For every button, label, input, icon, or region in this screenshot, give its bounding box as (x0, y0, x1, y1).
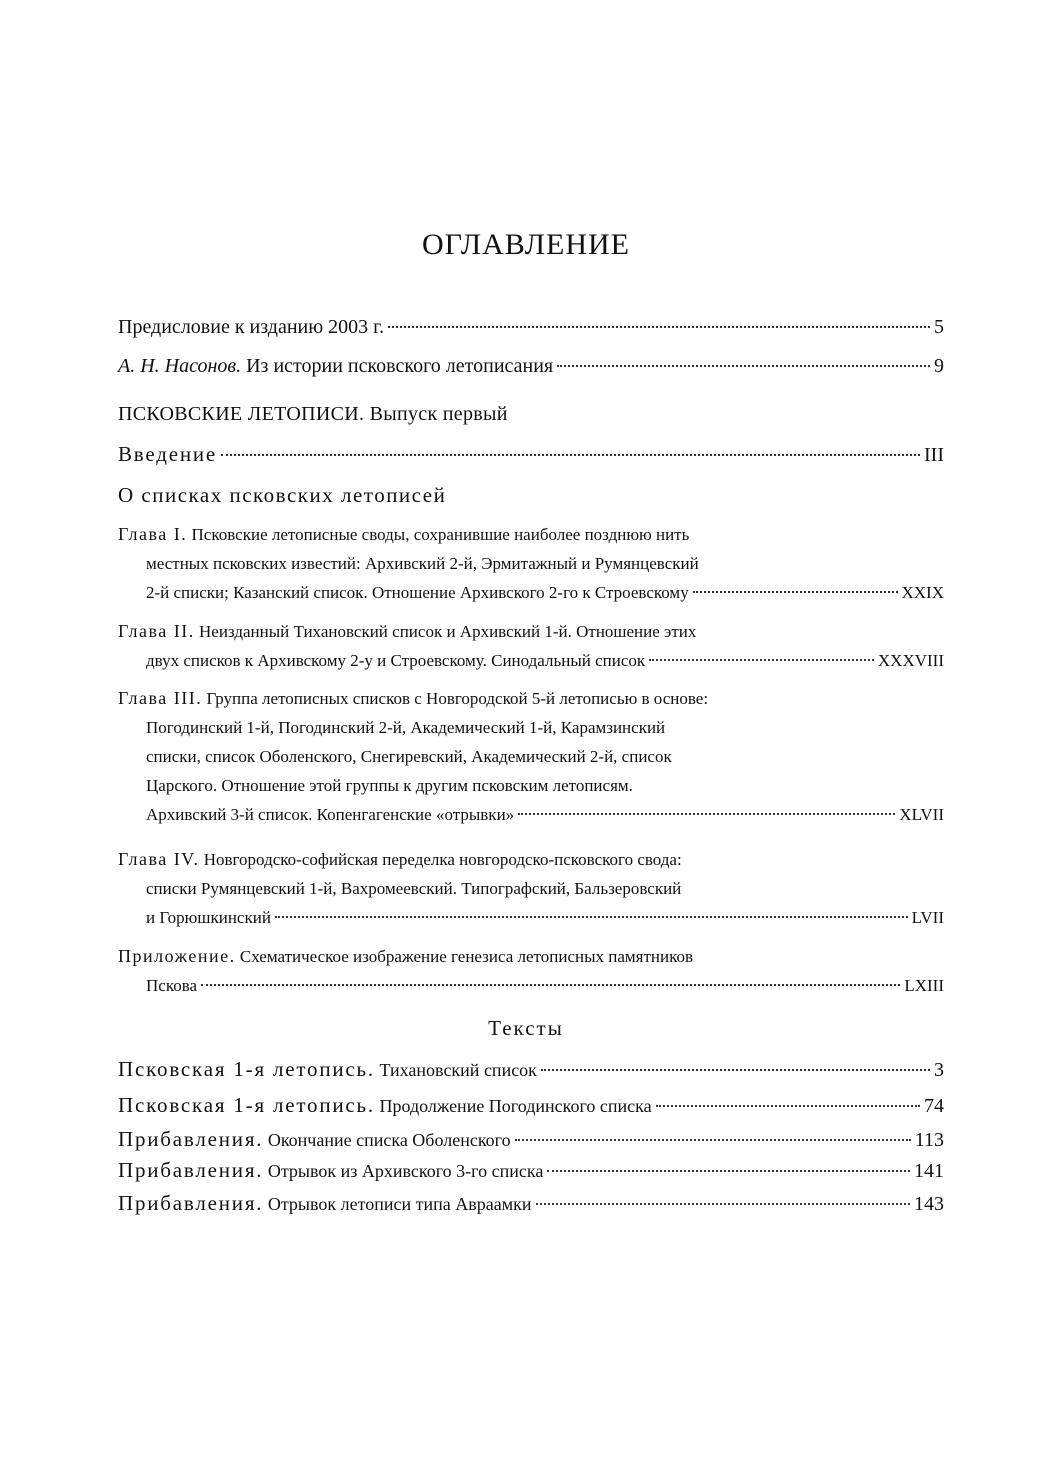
entry-page: XXXVIII (877, 651, 944, 670)
chapter-line: Пскова (146, 976, 198, 995)
entry-page: 3 (934, 1059, 944, 1081)
chapter-line: Архивский 3-й список. Копенгагенские «отрывки» (146, 805, 515, 824)
dot-leader (649, 659, 874, 661)
entry-text: Окончание списка Оболенского (263, 1130, 511, 1150)
toc-entry-chapter-2[interactable] (118, 617, 944, 675)
entry-text: Продолжение Погодинского списка (374, 1096, 652, 1116)
chapter-label: Глава III. (118, 688, 203, 708)
entry-text: Отрывок летописи типа Авраамки (263, 1194, 532, 1214)
chapter-line: Схематическое изображение генезиса летописных памятников (239, 947, 694, 966)
chapter-label: Приложение. (118, 946, 236, 966)
entry-page: 74 (924, 1095, 944, 1117)
toc-entry-text-1[interactable] (118, 1056, 944, 1084)
entry-page: 143 (914, 1193, 944, 1215)
dot-leader (656, 1105, 920, 1107)
dot-leader (557, 365, 930, 367)
chapter-line: Группа летописных списков с Новгородской 5-й летописью в основе: (206, 689, 709, 708)
entry-label: Псковская 1-я летопись. (118, 1057, 375, 1081)
dot-leader (541, 1069, 930, 1071)
entry-text: Отрывок из Архивского 3-го списка (263, 1161, 544, 1181)
entry-page: 141 (914, 1160, 944, 1182)
chapter-line: Царского. Отношение этой группы к другим псковским летописям. (146, 776, 633, 795)
entry-page: XLVII (899, 805, 944, 824)
chapter-line: Новгородско-софийская переделка новгородско-псковского свода: (203, 850, 682, 869)
entry-page: III (924, 444, 944, 466)
entry-page: 113 (914, 1129, 944, 1151)
chapter-line: и Горюшкинский (146, 908, 271, 927)
entry-label: Прибавления. (118, 1158, 264, 1182)
dot-leader (693, 591, 898, 593)
chapter-label: Глава II. (118, 621, 195, 641)
dot-leader (201, 984, 900, 986)
dot-leader (515, 1139, 911, 1141)
texts-heading: Тексты (488, 1016, 564, 1040)
entry-page: LXIII (904, 976, 944, 995)
toc-entry-appendix[interactable] (118, 942, 944, 1000)
toc-entry-nasonov[interactable] (118, 353, 944, 379)
entry-page: XXIX (901, 583, 944, 602)
toc-entry-intro[interactable] (118, 441, 944, 468)
entry-text: Предисловие к изданию 2003 г. (118, 316, 385, 338)
dot-leader (518, 813, 895, 815)
page-title: ОГЛАВЛЕНИЕ (422, 228, 630, 261)
chapter-line: 2-й списки; Казанский список. Отношение Архивского 2-го к Строевскому (146, 583, 689, 602)
chapter-line: Погодинский 1-й, Погодинский 2-й, Академический 1-й, Карамзинский (146, 718, 666, 737)
toc-entry-text-3[interactable] (118, 1126, 944, 1154)
entry-text: Из истории псковского летописания (241, 355, 554, 377)
chapter-line: двух списков к Архивскому 2-у и Строевскому. Синодальный список (146, 651, 646, 670)
entry-label: Введение (118, 442, 218, 466)
dot-leader (388, 326, 930, 328)
chapter-label: Глава IV. (118, 849, 200, 869)
toc-entry-text-4[interactable] (118, 1157, 944, 1185)
chapter-label: Глава I. (118, 524, 188, 544)
dot-leader (275, 916, 908, 918)
entry-text: Тихановский список (374, 1060, 537, 1080)
entry-label: Прибавления. (118, 1127, 264, 1151)
chapter-line: местных псковских известий: Архивский 2-й, Эрмитажный и Румянцевский (146, 554, 699, 573)
volume-heading: ПСКОВСКИЕ ЛЕТОПИСИ. Выпуск первый (118, 403, 508, 425)
entry-page: 5 (934, 316, 944, 338)
entry-author: А. Н. Насонов. (118, 355, 242, 377)
entry-label: Псковская 1-я летопись. (118, 1093, 375, 1117)
entry-page: 9 (934, 355, 944, 377)
toc-entry-preface[interactable] (118, 314, 944, 340)
dot-leader (536, 1203, 911, 1205)
toc-entry-chapter-4[interactable] (118, 845, 944, 932)
entry-label: Прибавления. (118, 1191, 264, 1215)
dot-leader (547, 1170, 910, 1172)
toc-entry-chapter-3[interactable] (118, 684, 944, 829)
chapter-line: списки, список Оболенского, Снегиревский, Академический 2-й, список (146, 747, 672, 766)
toc-entry-text-5[interactable] (118, 1190, 944, 1218)
entry-page: LVII (911, 908, 944, 927)
chapter-line: Псковские летописные своды, сохранившие наиболее позднюю нить (191, 525, 690, 544)
dot-leader (221, 454, 920, 456)
section-heading: О списках псковских летописей (118, 483, 447, 507)
toc-entry-chapter-1[interactable] (118, 520, 944, 607)
toc-entry-text-2[interactable] (118, 1092, 944, 1120)
chapter-line: списки Румянцевский 1-й, Вахромеевский. Типографский, Бальзеровский (146, 879, 682, 898)
chapter-line: Неизданный Тихановский список и Архивский 1-й. Отношение этих (199, 622, 697, 641)
